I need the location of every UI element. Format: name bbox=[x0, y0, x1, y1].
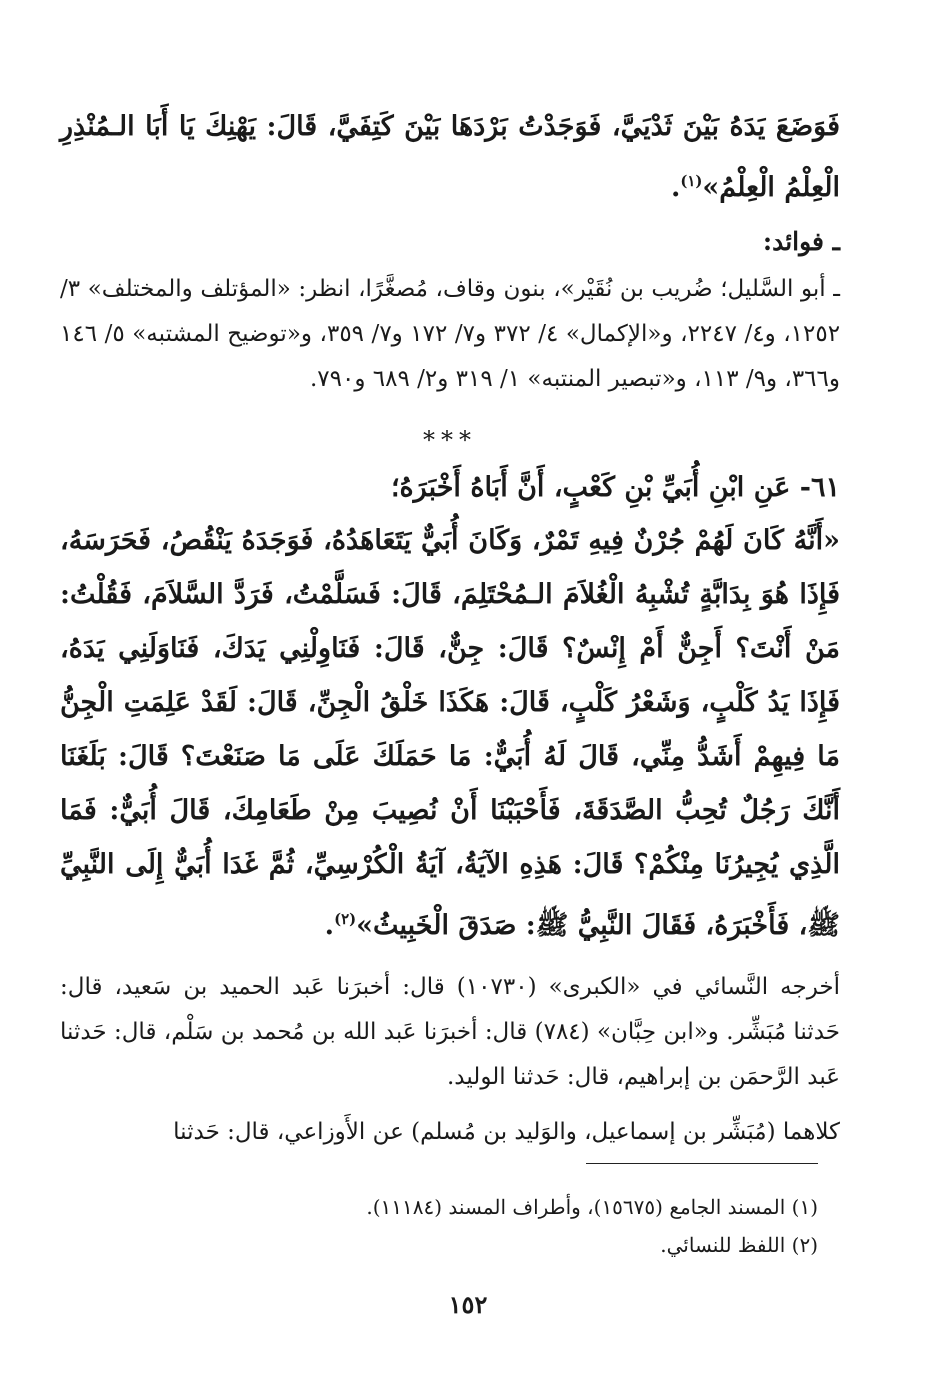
footnote-ref-1: (١) bbox=[680, 172, 703, 190]
hadith-60-text: فَوَضَعَ يَدَهُ بَيْنَ ثَدْيَيَّ، فَوَجَدْتُ بَرْدَهَا بَيْنَ كَتِفَيَّ، قَالَ: يَهْنِكَ يَا أَبَا الـمُنْذِرِ الْعِلْمُ الْعِلْمُ» bbox=[60, 111, 840, 203]
hadith-60-tail: . bbox=[670, 172, 681, 203]
hadith-continuation bbox=[60, 100, 840, 215]
footnote-divider bbox=[586, 1163, 818, 1164]
footnotes bbox=[60, 1188, 818, 1264]
takhrij-paragraph-2: كلاهما (مُبَشِّر بن إسماعيل، والوَليد بن مُسلم) عن الأَوزاعي، قال: حَدثنا bbox=[173, 1119, 840, 1145]
page-body bbox=[60, 100, 840, 1155]
fawaid-text: ـ أبو السَّليل؛ ضُريب بن نُقَيْر»، بنون وقاف، مُصغَّرًا، انظر: «المؤتلف والمختلف» ٣/ ١٢٥٢، و٤/ ٢٢٤٧، و«الإكمال» ٤/ ٣٧٢ و٧/ ١٧٢ و٧/ ٣٥٩، و«توضيح المشتبه» ٥/ ١٤٦ و٣٦٦، و٩/ ١١٣، و«تبصير المنتبه» ١/ ٣١٩ و٢/ ٦٨٩ و٧٩٠. bbox=[60, 276, 841, 392]
hadith-61-text: «أَنَّهُ كَانَ لَهُمْ جُرْنٌ فِيهِ تَمْرٌ، وَكَانَ أُبَيٌّ يَتَعَاهَدُهُ، فَوَجَدَهُ يَنْقُصُ، فَحَرَسَهُ، فَإِذَا هُوَ بِدَابَّةٍ تُشْبِهُ الْغُلاَمَ الـمُحْتَلِمَ، قَالَ: فَسَلَّمْتُ، فَرَدَّ السَّلاَمَ، فَقُلْتُ: مَنْ أَنْتَ؟ أَجِنٌّ أَمْ إِنْسٌ؟ قَالَ: جِنٌّ، قَالَ: فَنَاوِلْنِي يَدَكَ، فَنَاوَلَنِي يَدَهُ، فَإِذَا يَدُ كَلْبٍ، وَشَعْرُ كَلْبٍ، قَالَ: هَكَذَا خَلْقُ الْجِنِّ، قَالَ: لَقَدْ عَلِمَتِ الْجِنُّ مَا فِيهِمْ أَشَدُّ مِنِّي، قَالَ لَهُ أُبَيٌّ: مَا حَمَلَكَ عَلَى مَا صَنَعْتَ؟ قَالَ: بَلَغَنَا أَنَّكَ رَجُلٌ تُحِبُّ الصَّدَقَةَ، فَأَحْبَبْنَا أَنْ نُصِيبَ مِنْ طَعَامِكَ، قَالَ أُبَيٌّ: فَمَا الَّذِي يُجِيرُنَا مِنْكُمْ؟ قَالَ: هَذِهِ الآيَةُ، آيَةُ الْكُرْسِيِّ، ثُمَّ غَدَا أُبَيٌّ إِلَى النَّبِيِّ ﷺ، فَأَخْبَرَهُ، فَقَالَ النَّبِيُّ ﷺ: صَدَقَ الْخَبِيثُ» bbox=[60, 525, 840, 941]
footnote-2: (٢) اللفظ للنسائي. bbox=[660, 1233, 818, 1257]
footnote-1: (١) المسند الجامع (١٥٦٧٥)، وأطراف المسند (١١١٨٤). bbox=[366, 1195, 818, 1219]
hadith-61-body bbox=[60, 514, 840, 953]
section-separator: *** bbox=[423, 426, 477, 454]
footnote-ref-2: (٢) bbox=[334, 910, 357, 928]
page-number: ١٥٢ bbox=[448, 1290, 488, 1319]
takhrij-paragraph-1: أخرجه النَّسائي في «الكبرى» (١٠٧٣٠) قال: أخبرَنا عَبد الحميد بن سَعيد، قال: حَدثنا مُبَشِّر. و«ابن حِبَّان» (٧٨٤) قال: أخبرَنا عَبد الله بن مُحمد بن سَلْم، قال: حَدثنا عَبد الرَّحمَن بن إبراهيم، قال: حَدثنا الوليد. bbox=[60, 974, 840, 1090]
fawaid-heading: ـ فوائد: bbox=[762, 227, 840, 256]
hadith-61-heading: ٦١- عَنِ ابْنِ أُبَيِّ بْنِ كَعْبٍ، أَنَّ أَبَاهُ أَخْبَرَهُ؛ bbox=[390, 472, 840, 503]
hadith-61-tail: . bbox=[324, 910, 335, 941]
